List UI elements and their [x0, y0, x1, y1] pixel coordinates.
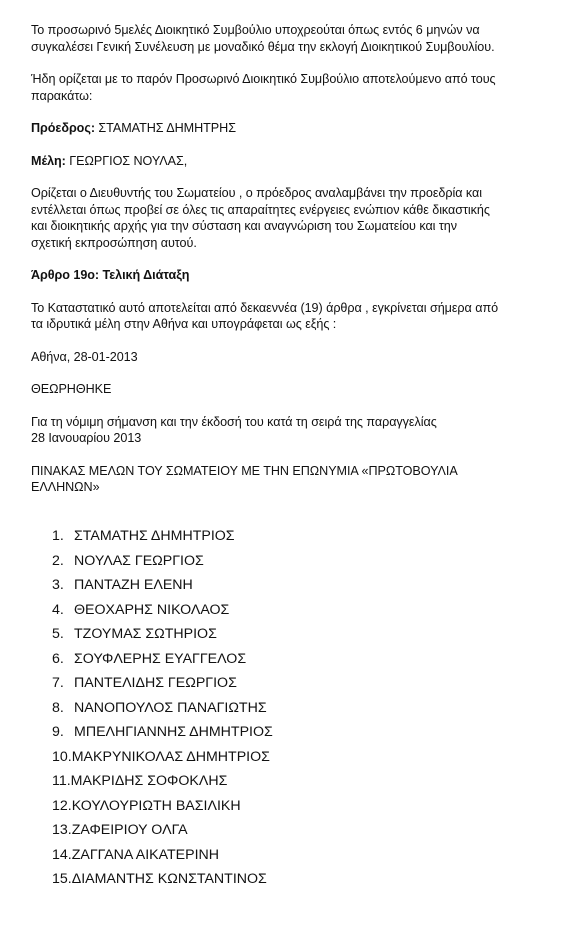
list-item-number: 5. [52, 626, 64, 642]
list-item-number: 12. [52, 797, 72, 814]
list-item-name: ΖΑΓΓΑΝΑ ΑΙΚΑΤΕΡΙΝΗ [71, 846, 220, 863]
list-item-name: ΖΑΦΕΙΡΙΟΥ ΟΛΓΑ [71, 822, 188, 838]
list-item-name: ΠΑΝΤΕΛΙΔΗΣ ΓΕΩΡΓΙΟΣ [74, 675, 237, 691]
list-item [52, 673, 273, 698]
list-item-name: ΜΑΚΡΥΝΙΚΟΛΑΣ ΔΗΜΗΤΡΙΟΣ [71, 748, 270, 765]
list-item-number: 11. [52, 773, 71, 789]
list-item-name: ΣΤΑΜΑΤΗΣ ΔΗΜΗΤΡΙΟΣ [74, 528, 235, 544]
list-item-name: ΠΑΝΤΑΖΗ ΕΛΕΝΗ [74, 577, 193, 593]
line: Ορίζεται ο Διευθυντής του Σωματείου , ο πρόεδρος αναλαμβάνει την προεδρία και [31, 186, 482, 200]
list-item-number: 10. [52, 748, 72, 765]
stamp-text: ΘΕΩΡΗΘΗΚΕ [31, 382, 112, 396]
paragraph-board-obligation [31, 22, 551, 55]
line: 28 Ιανουαρίου 2013 [31, 431, 142, 445]
place-date: Αθήνα, 28-01-2013 [31, 349, 138, 364]
paragraph-statute [31, 300, 551, 333]
list-item [52, 796, 273, 821]
paragraph-validation [31, 414, 551, 447]
list-item [52, 820, 273, 845]
list-item-number: 1. [52, 528, 64, 544]
line: ΕΛΛΗΝΩΝ» [31, 480, 100, 494]
paragraph-director [31, 185, 551, 251]
list-item [52, 649, 273, 674]
list-item [52, 600, 273, 625]
list-item-number: 15. [52, 871, 72, 887]
president-line [31, 120, 551, 137]
line: παρακάτω: [31, 88, 93, 103]
list-item-name: ΜΠΕΛΗΓΙΑΝΝΗΣ ΔΗΜΗΤΡΙΟΣ [74, 724, 273, 740]
members-line [31, 153, 551, 170]
members-name: ΓΕΩΡΓΙΟΣ ΝΟΥΛΑΣ, [65, 153, 188, 168]
line: Το Καταστατικό αυτό αποτελείται από δεκαεννέα (19) άρθρα , εγκρίνεται σήμερα από [31, 300, 499, 315]
members-label: Μέλη: [31, 153, 66, 168]
list-item-name: ΤΖΟΥΜΑΣ ΣΩΤΗΡΙΟΣ [74, 626, 217, 642]
line: ΠΙΝΑΚΑΣ ΜΕΛΩΝ ΤΟΥ ΣΩΜΑΤΕΙΟΥ ΜΕ ΤΗΝ ΕΠΩΝΥΜΙΑ «ΠΡΩΤΟΒΟΥΛΙΑ [31, 463, 458, 478]
paragraph-board-appointment [31, 71, 551, 104]
list-item [52, 698, 273, 723]
list-item-name: ΣΟΥΦΛΕΡΗΣ ΕΥΑΓΓΕΛΟΣ [74, 650, 247, 667]
list-item-number: 4. [52, 601, 64, 618]
list-item-name: ΜΑΚΡΙΔΗΣ ΣΟΦΟΚΛΗΣ [70, 773, 228, 789]
list-item-number: 2. [52, 552, 64, 569]
list-item-number: 6. [52, 650, 64, 667]
members-table-heading [31, 463, 551, 496]
list-item-name: ΘΕΟΧΑΡΗΣ ΝΙΚΟΛΑΟΣ [74, 601, 230, 618]
list-item-name: ΚΟΥΛΟΥΡΙΩΤΗ ΒΑΣΙΛΙΚΗ [71, 797, 241, 814]
line: τα ιδρυτικά μέλη στην Αθήνα και υπογράφεται ως εξής : [31, 317, 337, 331]
list-item [52, 624, 273, 649]
list-item-number: 8. [52, 699, 64, 716]
line: συγκαλέσει Γενική Συνέλευση με μοναδικό θέμα την εκλογή Διοικητικού Συμβουλίου. [31, 39, 495, 54]
list-item [52, 869, 273, 894]
list-item-number: 3. [52, 577, 64, 593]
list-item-number: 9. [52, 724, 64, 740]
list-item [52, 722, 273, 747]
list-item-number: 13. [52, 822, 72, 838]
document-body [31, 22, 551, 496]
list-item [52, 771, 273, 796]
list-item [52, 845, 273, 870]
line: εντέλλεται όπως προβεί σε όλες τις απαραίτητες ενέργειες ενώπιον κάθε δικαστικής [31, 202, 490, 217]
list-item-name: ΝΟΥΛΑΣ ΓΕΩΡΓΙΟΣ [74, 552, 204, 569]
line: και διοικητικής αρχής για την σύσταση και αναγνώριση του Σωματείου και την [31, 219, 457, 233]
list-item-number: 7. [52, 675, 64, 691]
list-item [52, 747, 273, 772]
president-name: ΣΤΑΜΑΤΗΣ ΔΗΜΗΤΡΗΣ [94, 121, 236, 135]
line: σχετική εκπροσώπηση αυτού. [31, 235, 197, 250]
member-list [52, 526, 273, 894]
list-item-name: ΝΑΝΟΠΟΥΛΟΣ ΠΑΝΑΓΙΩΤΗΣ [74, 699, 267, 716]
list-item [52, 526, 273, 551]
list-item [52, 551, 273, 576]
line: Το προσωρινό 5μελές Διοικητικό Συμβούλιο υποχρεούται όπως εντός 6 μηνών να [31, 23, 480, 37]
list-item-number: 14. [52, 846, 72, 863]
president-label: Πρόεδρος: [31, 121, 95, 135]
line: Για τη νόμιμη σήμανση και την έκδοσή του κατά τη σειρά της παραγγελίας [31, 414, 437, 429]
line: Ήδη ορίζεται με το παρόν Προσωρινό Διοικητικό Συμβούλιο αποτελούμενο από τους [31, 72, 496, 86]
list-item [52, 575, 273, 600]
article-heading: Άρθρο 19ο: Τελική Διάταξη [31, 268, 190, 282]
list-item-name: ΔΙΑΜΑΝΤΗΣ ΚΩΝΣΤΑΝΤΙΝΟΣ [71, 871, 267, 887]
